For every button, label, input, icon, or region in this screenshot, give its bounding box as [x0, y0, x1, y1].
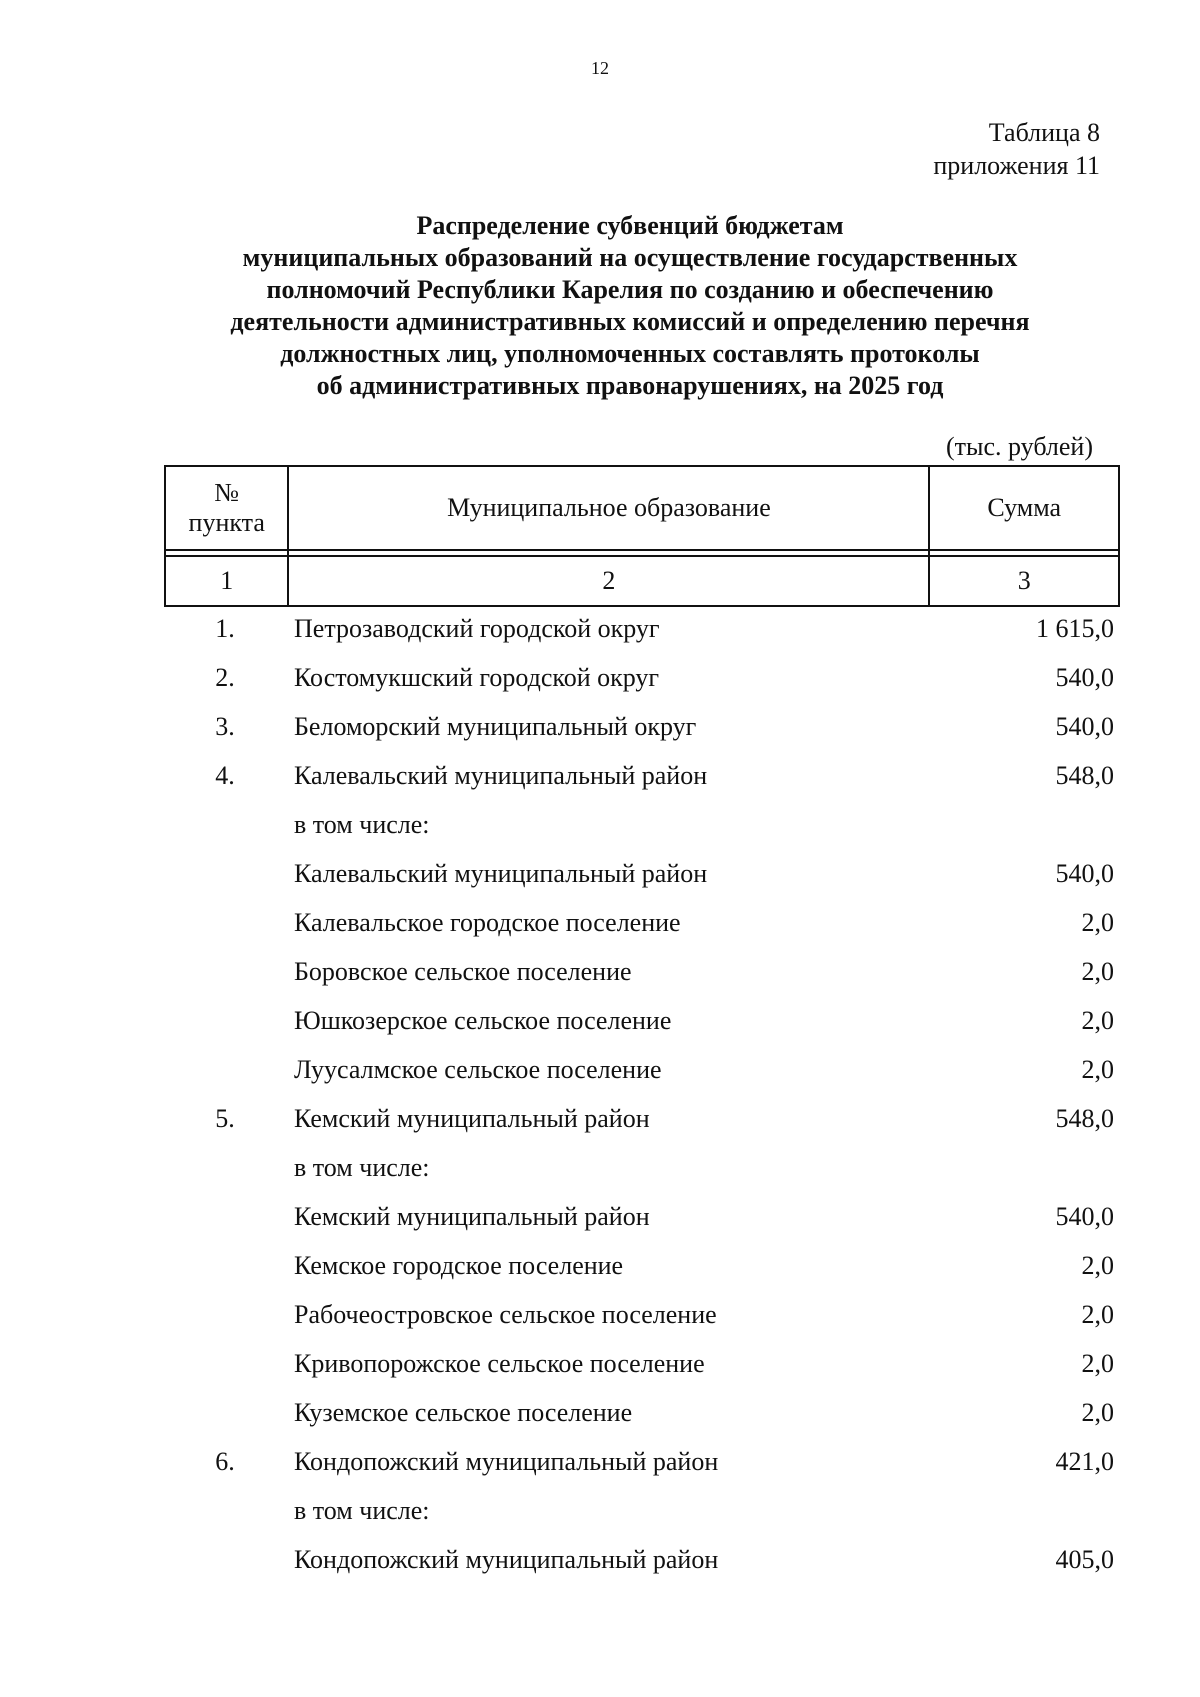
- header-num: [165, 466, 288, 550]
- header-name: Муниципальное образование: [288, 466, 929, 550]
- row-sum: 548,0: [1055, 1104, 1114, 1133]
- row-name: Боровское сельское поселение: [294, 957, 632, 986]
- row-name: Костомукшский городской округ: [294, 663, 660, 692]
- row-sum: 2,0: [1081, 1251, 1114, 1280]
- table-row: [164, 849, 1120, 898]
- column-number-row: [165, 556, 1119, 606]
- row-name: Кемский муниципальный район: [294, 1202, 650, 1231]
- table-row: [164, 1486, 1120, 1535]
- row-name: Кемский муниципальный район: [294, 1104, 650, 1133]
- table-row: [164, 1437, 1120, 1486]
- row-name: в том числе:: [294, 1153, 430, 1182]
- row-num: 6.: [215, 1447, 235, 1476]
- title-line: должностных лиц, уполномоченных составлять протоколы: [280, 339, 980, 368]
- header-row: [165, 466, 1119, 550]
- unit-label: (тыс. рублей): [945, 432, 1093, 461]
- table-row: [164, 702, 1120, 751]
- row-sum: 540,0: [1055, 712, 1114, 741]
- row-num: 4.: [215, 761, 235, 790]
- table-row: [164, 1339, 1120, 1388]
- row-name: в том числе:: [294, 810, 430, 839]
- table-row: [164, 1143, 1120, 1192]
- row-sum: 2,0: [1081, 957, 1114, 986]
- table-row: [164, 1388, 1120, 1437]
- row-num: 1.: [215, 614, 235, 643]
- row-num: 2.: [215, 663, 235, 692]
- table-row: [164, 996, 1120, 1045]
- table-reference: [933, 116, 1100, 182]
- table-row: [164, 1094, 1120, 1143]
- column-number: 2: [288, 556, 929, 606]
- row-sum: 548,0: [1055, 761, 1114, 790]
- row-sum: 2,0: [1081, 1349, 1114, 1378]
- row-name: Кондопожский муниципальный район: [294, 1545, 719, 1574]
- table-row: [164, 1535, 1120, 1584]
- table-ref-line-1: Таблица 8: [988, 118, 1100, 147]
- row-sum: 2,0: [1081, 1006, 1114, 1035]
- row-sum: 421,0: [1055, 1447, 1114, 1476]
- table-ref-line-2: приложения 11: [933, 151, 1100, 180]
- table-body: [164, 604, 1120, 1584]
- row-name: Калевальское городское поселение: [294, 908, 681, 937]
- row-sum: 2,0: [1081, 1055, 1114, 1084]
- table-row: [164, 1241, 1120, 1290]
- page-number: 12: [591, 58, 609, 78]
- table-row: [164, 604, 1120, 653]
- row-name: Калевальский муниципальный район: [294, 761, 708, 790]
- title-line: деятельности административных комиссий и определению перечня: [230, 307, 1030, 336]
- table-row: [164, 800, 1120, 849]
- row-sum: 540,0: [1055, 1202, 1114, 1231]
- table-row: [164, 653, 1120, 702]
- column-number: 3: [929, 556, 1119, 606]
- document-title: [140, 210, 1120, 402]
- table-header: [164, 465, 1120, 607]
- row-name: Кемское городское поселение: [294, 1251, 624, 1280]
- title-line: муниципальных образований на осуществление государственных: [242, 243, 1018, 272]
- row-name: Юшкозерское сельское поселение: [294, 1006, 672, 1035]
- title-line: полномочий Республики Карелия по созданию и обеспечению: [266, 275, 994, 304]
- row-name: Калевальский муниципальный район: [294, 859, 708, 888]
- row-name: Петрозаводский городской округ: [294, 614, 660, 643]
- title-line: об административных правонарушениях, на 2025 год: [316, 371, 944, 400]
- table-row: [164, 1192, 1120, 1241]
- row-sum: 1 615,0: [1036, 614, 1114, 643]
- row-name: Куземское сельское поселение: [294, 1398, 633, 1427]
- row-num: 3.: [215, 712, 235, 741]
- header-num-line-2: пункта: [188, 508, 265, 537]
- row-num: 5.: [215, 1104, 235, 1133]
- column-number: 1: [165, 556, 288, 606]
- row-sum: 540,0: [1055, 859, 1114, 888]
- row-name: Луусалмское сельское поселение: [294, 1055, 662, 1084]
- table-row: [164, 1045, 1120, 1094]
- row-sum: 405,0: [1055, 1545, 1114, 1574]
- row-name: Кривопорожское сельское поселение: [294, 1349, 705, 1378]
- table-row: [164, 947, 1120, 996]
- row-sum: 2,0: [1081, 908, 1114, 937]
- row-name: Беломорский муниципальный округ: [294, 712, 697, 741]
- title-line: Распределение субвенций бюджетам: [416, 211, 844, 240]
- table-row: [164, 751, 1120, 800]
- table-row: [164, 1290, 1120, 1339]
- row-name: в том числе:: [294, 1496, 430, 1525]
- header-num-line-1: №: [214, 478, 240, 507]
- row-sum: 2,0: [1081, 1300, 1114, 1329]
- row-name: Кондопожский муниципальный район: [294, 1447, 719, 1476]
- row-name: Рабочеостровское сельское поселение: [294, 1300, 717, 1329]
- row-sum: 540,0: [1055, 663, 1114, 692]
- table-row: [164, 898, 1120, 947]
- row-sum: 2,0: [1081, 1398, 1114, 1427]
- header-sum: Сумма: [929, 466, 1119, 550]
